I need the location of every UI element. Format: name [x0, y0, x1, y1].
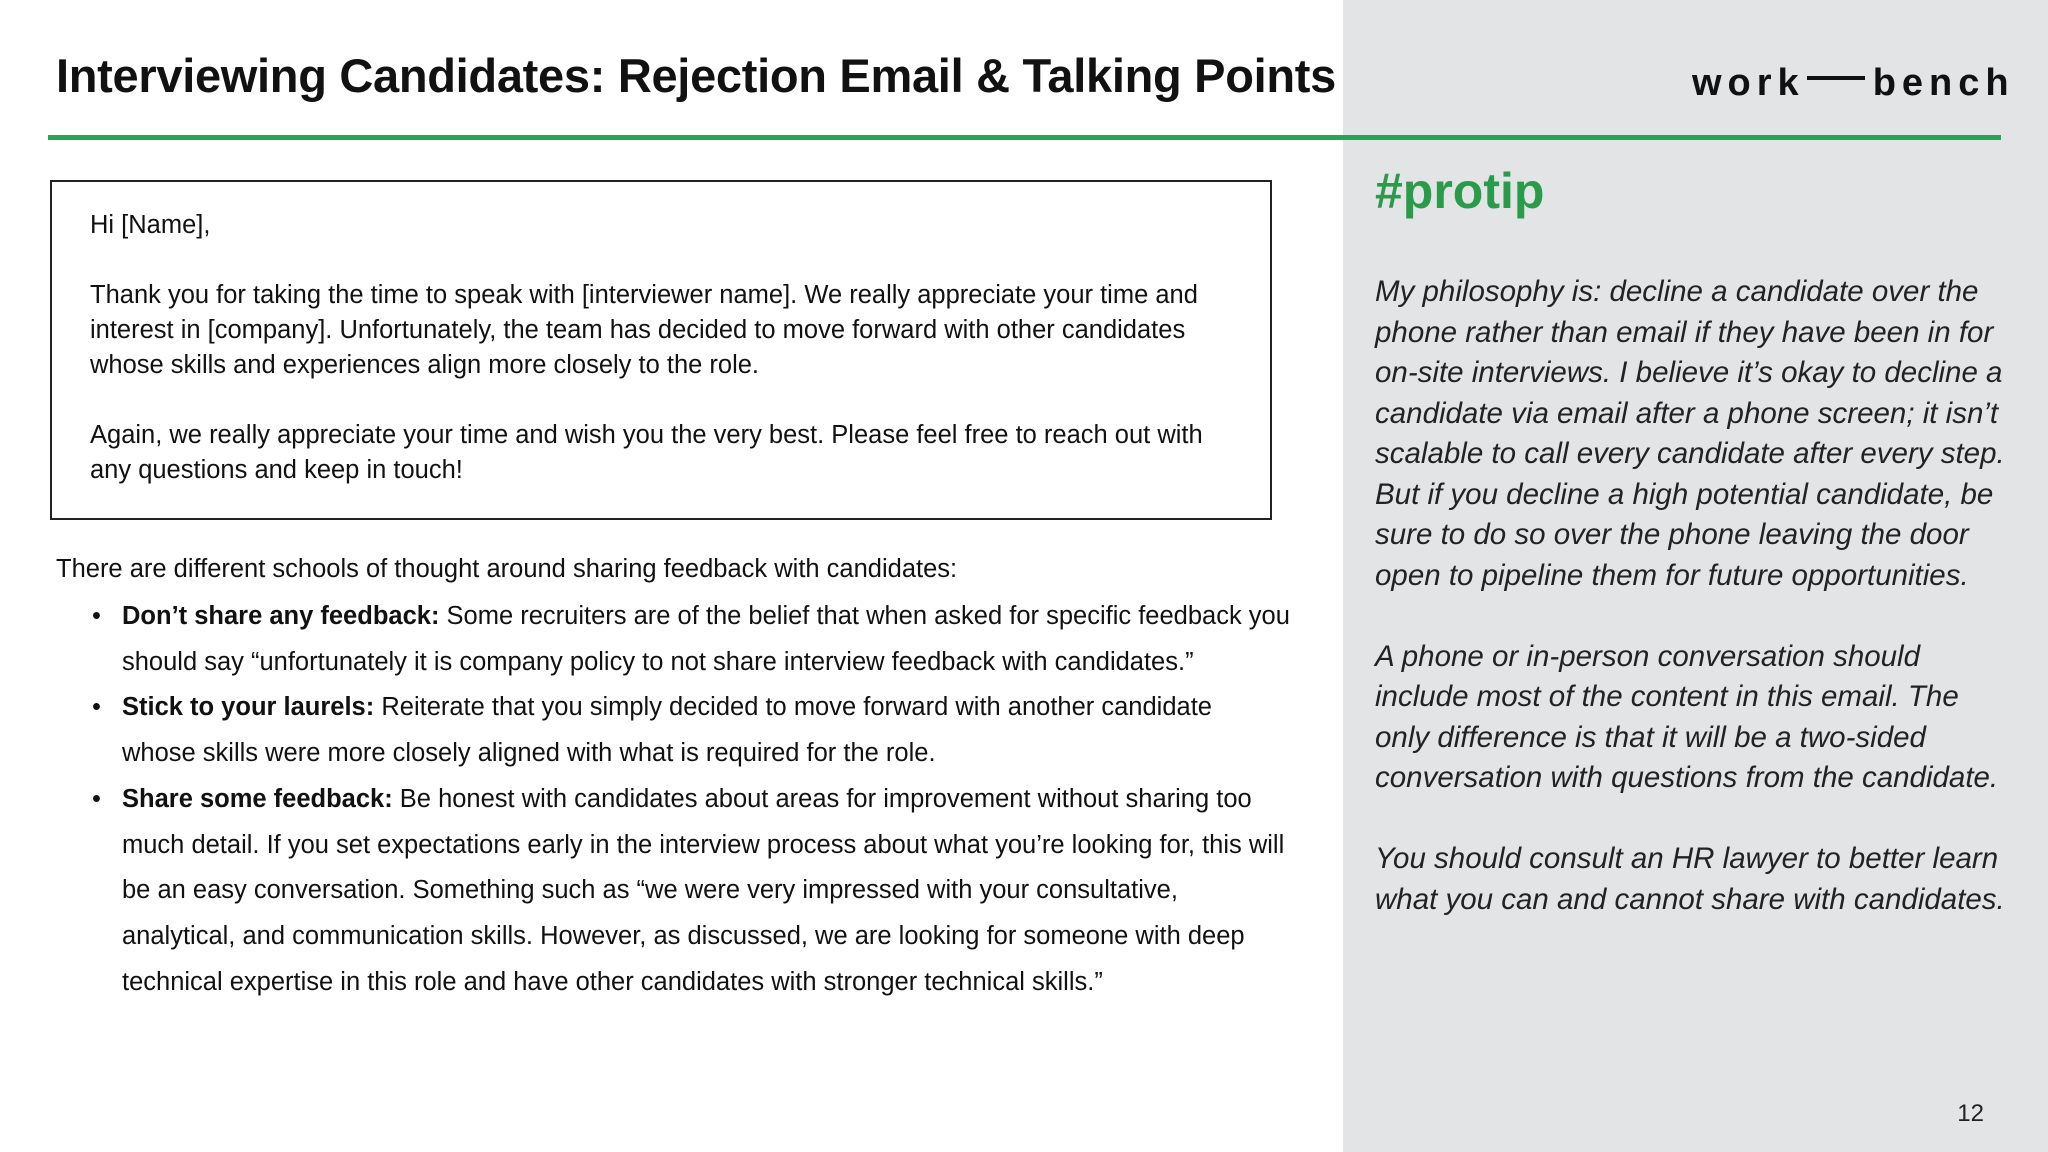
bullet-icon: •: [92, 784, 101, 813]
logo-text-left: work: [1692, 62, 1805, 104]
logo-text-right: bench: [1872, 62, 2015, 104]
feedback-item-stick-to-laurels: [90, 685, 1290, 776]
email-greeting: Hi [Name],: [90, 211, 211, 239]
protip-heading: #protip: [1375, 163, 1545, 219]
bullet-icon: •: [92, 693, 101, 722]
protip-paragraph-1: My philosophy is: decline a candidate over the phone rather than email if they have been in for on-site interviews. I believe it’s okay to decline a candidate via email after a phone screen; it isn’t scalable to call every candidate after every step. But if you decline a high potential candidate, be sure to do so over the phone leaving the door open to pipeline them for future opportunities.: [1375, 275, 2005, 592]
rejection-email-template: [50, 180, 1272, 520]
feedback-item-heading: Share some feedback:: [122, 784, 393, 813]
bullet-icon: •: [92, 602, 101, 630]
page-number: 12: [1957, 1100, 1984, 1127]
feedback-intro: There are different schools of thought around sharing feedback with candidates:: [56, 555, 958, 583]
protip-paragraph-3: You should consult an HR lawyer to better learn what you can and cannot share with candidates.: [1375, 842, 2005, 916]
feedback-item-text: Some recruiters are of the belief that when asked for specific feedback you should say “unfortunately it is company policy to not share interview feedback with candidates.”: [122, 602, 1290, 676]
feedback-item-share-some: [90, 777, 1290, 1006]
header-divider: [48, 135, 2001, 140]
feedback-item-no-feedback: [90, 594, 1290, 685]
feedback-list: [90, 594, 1290, 1005]
logo-dash: [1807, 76, 1865, 80]
protip-paragraph-2: A phone or in-person conversation should include most of the content in this email. The only difference is that it will be a two-sided conversation with questions from the candidate.: [1375, 639, 1999, 794]
email-paragraph-1: Thank you for taking the time to speak with [interviewer name]. We really appreciate your time and interest in [company]. Unfortunately, the team has decided to move forward with other candidates whose skills and experiences align more closely to the role.: [90, 281, 1198, 379]
feedback-item-text: Reiterate that you simply decided to move forward with another candidate whose skills were more closely aligned with what is required for the role.: [122, 693, 1212, 768]
protip-body: [1375, 272, 2015, 961]
feedback-item-heading: Don’t share any feedback:: [122, 602, 440, 630]
workbench-logo: [1692, 62, 2015, 105]
feedback-item-text: Be honest with candidates about areas for improvement without sharing too much detail. If you set expectations early in the interview process about what you’re looking for, this will be an easy conversation. Something such as “we were very impressed with your consultative, analytical, and communication skills. However, as discussed, we are looking for someone with deep technical expertise in this role and have other candidates with stronger technical skills.”: [122, 784, 1285, 996]
email-paragraph-2: Again, we really appreciate your time and wish you the very best. Please feel free to reach out with any questions and keep in touch!: [90, 421, 1203, 484]
page-title: Interviewing Candidates: Rejection Email & Talking Points: [56, 49, 1336, 102]
feedback-item-heading: Stick to your laurels:: [122, 693, 375, 722]
